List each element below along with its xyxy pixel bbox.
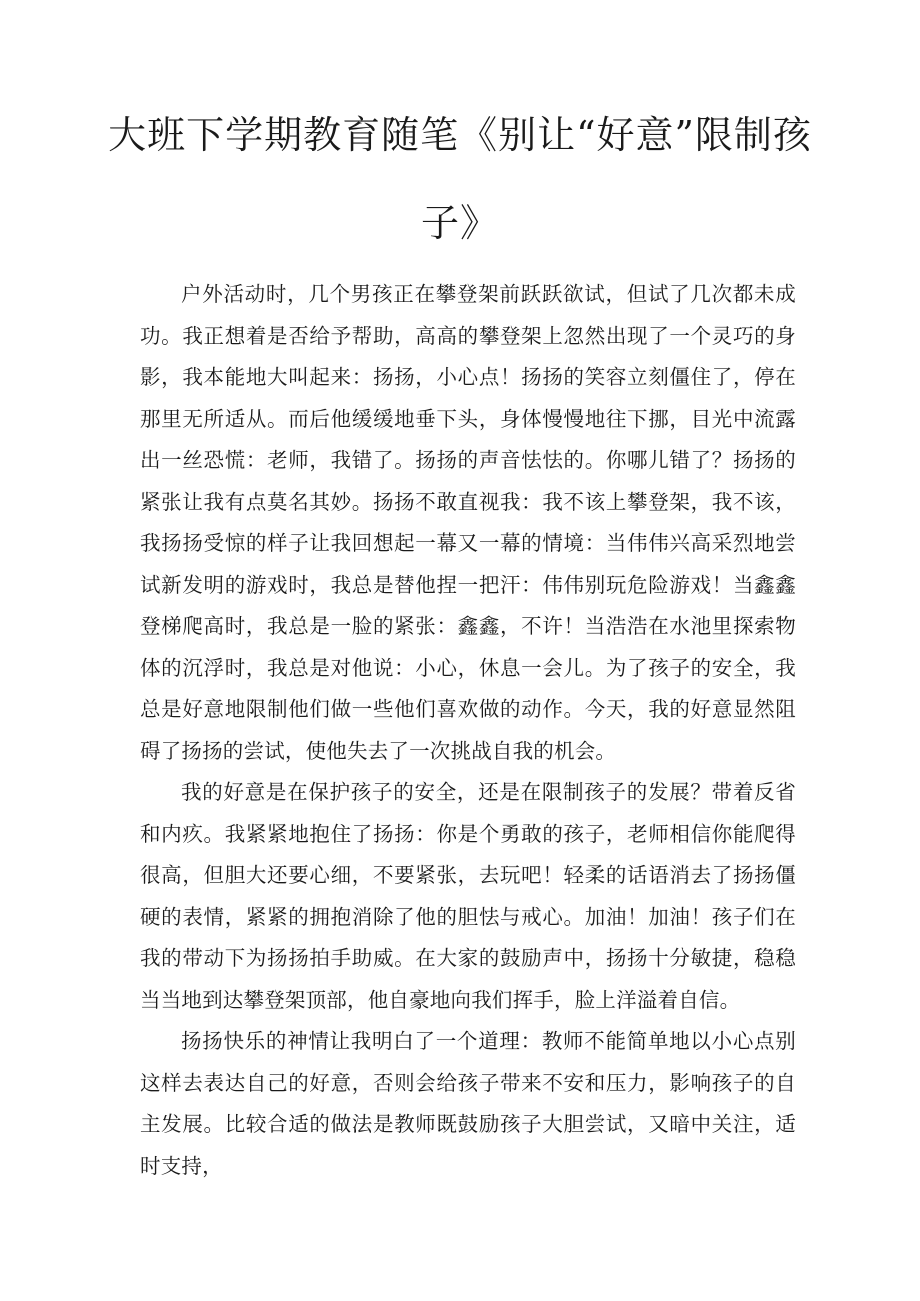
paragraph-1: 户外活动时，几个男孩正在攀登架前跃跃欲试，但试了几次都未成功。我正想着是否给予帮助，高高的攀登架上忽然出现了一个灵巧的身影，我本能地大叫起来：扬扬，小心点！扬扬的笑容立刻僵住了，停在那里无所适从。而后他缓缓地垂下头，身体慢慢地往下挪，目光中流露出一丝恐慌：老师，我错了。扬扬的声音怯怯的。你哪儿错了？扬扬的紧张让我有点莫名其妙。扬扬不敢直视我：我不该上攀登架，我不该，我扬扬受惊的样子让我回想起一幕又一幕的情境：当伟伟兴高采烈地尝试新发明的游戏时，我总是替他捏一把汗：伟伟别玩危险游戏！当鑫鑫登梯爬高时，我总是一脸的紧张：鑫鑫，不许！当浩浩在水池里探索物体的沉浮时，我总是对他说：小心，休息一会儿。为了孩子的安全，我总是好意地限制他们做一些他们喜欢做的动作。今天，我的好意显然阻碍了扬扬的尝试，使他失去了一次挑战自我的机会。 <box>140 282 796 763</box>
paragraph-2: 我的好意是在保护孩子的安全，还是在限制孩子的发展？带着反省和内疚。我紧紧地抱住了扬扬：你是个勇敢的孩子，老师相信你能爬得很高，但胆大还要心细，不要紧张，去玩吧！轻柔的话语消去了扬扬僵硬的表情，紧紧的拥抱消除了他的胆怯与戒心。加油！加油！孩子们在我的带动下为扬扬拍手助威。在大家的鼓励声中，扬扬十分敏捷，稳稳当当地到达攀登架顶部，他自豪地向我们挥手，脸上洋溢着自信。 <box>140 780 796 1012</box>
document-body <box>140 274 796 1187</box>
paragraph-3: 扬扬快乐的神情让我明白了一个道理：教师不能简单地以小心点别这样去表达自己的好意，否则会给孩子带来不安和压力，影响孩子的自主发展。比较合适的做法是教师既鼓励孩子大胆尝试，又暗中关注，适时支持， <box>140 1029 796 1178</box>
document-title-line-1: 大班下学期教育随笔《别让“好意”限制孩 <box>108 113 812 157</box>
document-title-line-2: 子》 <box>420 201 499 245</box>
